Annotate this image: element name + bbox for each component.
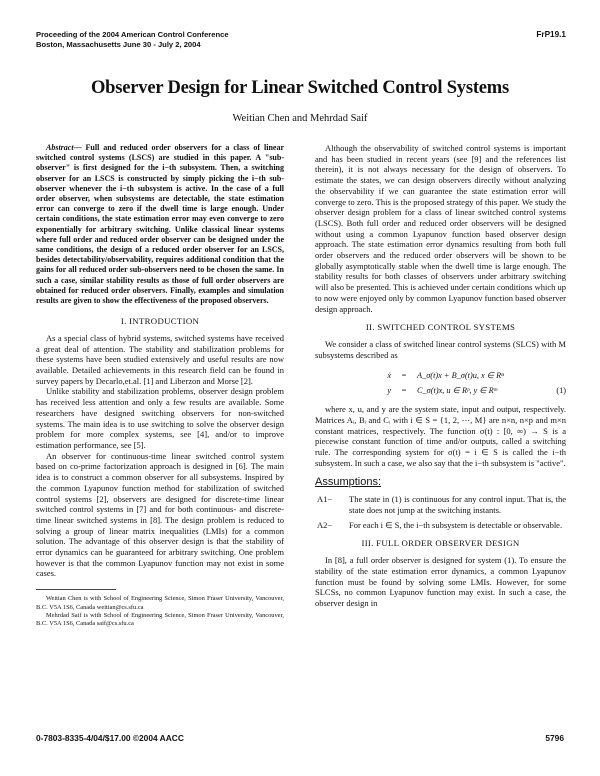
assumption-item <box>315 520 566 531</box>
abstract-text: — Full and reduced order observers for a class of linear switched control systems (LSCS) are studied in this paper. A "sub-observer" is first designed for the i−th subsystem. Then, a switching observer for an LSCS is constructed by simply picking the i−th sub-observer whenever the i−th subsystem is active. In the case of a full order observer, when subsystems are detectable, the state estimation error can converge to zero if the dwell time is large enough. Under certain conditions, the state estimation error may even converge to zero exponentially for arbitrary switching. Unlike classical linear systems where full order and reduced order observer can be designed under the same conditions, the design of a reduced order observer for an LSCS, besides detectability/observability, requires additional condition that the gains for all reduced order sub-observers need to be chosen the same. In such a case, similar stability results as those of full order observers are obtained for reduced order observers. Finally, examples and simulation results are given to show the effectiveness of the proposed observers. <box>36 143 284 306</box>
right-column <box>315 143 566 609</box>
footnote: Mehrdad Saif is with School of Engineering Science, Simon Fraser University, Vancouver, B.C. V5A 1S6, Canada saif@cs.sfu.ca <box>36 611 284 628</box>
equation-number: (1) <box>556 385 566 395</box>
conference-header <box>36 30 229 50</box>
equation-rhs: A_σ(t)x + B_σ(t)u, x ∈ Rⁿ <box>417 370 504 380</box>
conference-location: Boston, Massachusetts June 30 - July 2, 2004 <box>36 40 201 49</box>
equation-equals: = <box>401 370 407 380</box>
assumption-text: The state in (1) is continuous for any control input. That is, the state does not jump at the switching instants. <box>349 494 566 515</box>
paper-id: FrP19.1 <box>536 30 566 39</box>
section-heading-introduction: I. INTRODUCTION <box>120 316 200 327</box>
assumptions-heading: Assumptions: <box>315 475 382 488</box>
conference-name: Proceeding of the 2004 American Control Conference <box>36 30 229 39</box>
equation-lhs: ẋ <box>387 370 391 380</box>
paragraph: As a special class of hybrid systems, switched systems have received a great deal of attention. The stability and stabilization problems for these systems have been studied extensively and useful results are now available. Detailed achievements in this research field can be found in survey papers by Decarlo,et.al. [1] and Liberzon and Morse [2]. <box>36 332 284 386</box>
equation-rhs: C_σ(t)x, u ∈ Rᵖ, y ∈ Rᵐ <box>417 385 498 395</box>
assumption-item <box>315 494 566 515</box>
footnote-rule <box>36 589 116 590</box>
assumption-label: A2− <box>317 519 333 530</box>
page-number: 5796 <box>545 733 564 743</box>
equation-1 <box>315 368 566 398</box>
section-heading-switched-systems: II. SWITCHED CONTROL SYSTEMS <box>365 322 516 333</box>
copyright-footer: 0-7803-8335-4/04/$17.00 ©2004 AACC <box>36 733 184 743</box>
footnote: Weitian Chen is with School of Engineering Science, Simon Fraser University, Vancouver, B.C. V5A 1S6, Canada weitian@cs.sfu.ca <box>36 595 284 611</box>
equation-row <box>315 383 566 398</box>
paper-title: Observer Design for Linear Switched Control Systems <box>90 78 510 98</box>
paragraph: An observer for continuous-time linear switched control system based on co-prime factorization approach is designed in [6]. The main idea is to construct a common observer for all subsystems. Inspired by the common Lyapunov function method for stabilization of switched control systems [2], observers are designed for discrete-time linear switched control systems in [7] and for both continuous- and discrete-time linear switched systems in [8]. The design problem is reduced to solving a group of linear matrix inequalities (LMIs) for a common solution. The advantage of this observer design is that the stability of error dynamics can be guaranteed for arbitrary switching. One problem however is that the common Lyapunov function may not exist in some cases. <box>36 450 284 579</box>
paragraph: We consider a class of switched linear control systems (SLCS) with M subsystems described as <box>315 338 566 360</box>
paragraph: where x, u, and y are the system state, input and output, respectively. Matrices Aᵢ, Bᵢ and Cᵢ with i ∈ S = {1, 2, ⋯, M} are n×n, n×p and m×n constant matrices, respectively. The function σ(t) : [0, ∞) → S is a piecewise constant function of time and/or outputs, called a switching rule. The corresponding system for σ(t) = i ∈ S is called the i−th subsystem. In such a case, we also say that the i−th subsystem is "active". <box>315 404 566 468</box>
left-column <box>36 143 284 629</box>
paragraph: Although the observability of switched control systems is important and has been studied in recent years (see [9] and the references list therein), it is not always necessary for the design of observers. To estimate the states, we can design observers directly without analyzing the observability if we can guarantee the state estimation error will converge to zero. This is the proposed strategy of this paper. We study the observer design problem for a class of linear switched control systems (LSCS). Both full order and reduced order observers will be designed without using a common Lyapunov function based observer design approach. The state estimation error dynamics resulting from both full order observers and the reduced order observers will be shown to be globally asymptotically stable when the dwell time is large enough. The stability results for both classes of observers under arbitrary switching will also be presented. This is achieved under certain conditions which up to now were enjoyed only by common Lyapunov function based observer design approach. <box>315 143 566 314</box>
equation-lhs: y <box>387 385 391 395</box>
section-heading-full-order-observer: III. FULL ORDER OBSERVER DESIGN <box>361 538 520 549</box>
assumption-label: A1− <box>317 494 333 505</box>
paper-authors: Weitian Chen and Mehrdad Saif <box>232 113 368 124</box>
abstract-lead: Abstract <box>46 143 74 152</box>
equation-equals: = <box>401 385 407 395</box>
abstract <box>36 143 284 306</box>
paragraph: Unlike stability and stabilization problems, observer design problem has received less attention and only a few results are available. Some researchers have designed switching observers for non-switched systems. The main idea is to use switching to solve the observer design problem for more complex systems, see [4], and/or to improve estimation performance, see [5]. <box>36 386 284 450</box>
paragraph: In [8], a full order observer is designed for system (1). To ensure the stability of the state estimation error dynamics, a common Lyapunov function must be found by solving some LMIs. However, for some SLCSs, no common Lyapunov function may exist. In such a case, the observer design in <box>315 555 566 608</box>
equation-row <box>315 368 566 383</box>
assumption-text: For each i ∈ S, the i−th subsystem is detectable or observable. <box>349 519 563 530</box>
